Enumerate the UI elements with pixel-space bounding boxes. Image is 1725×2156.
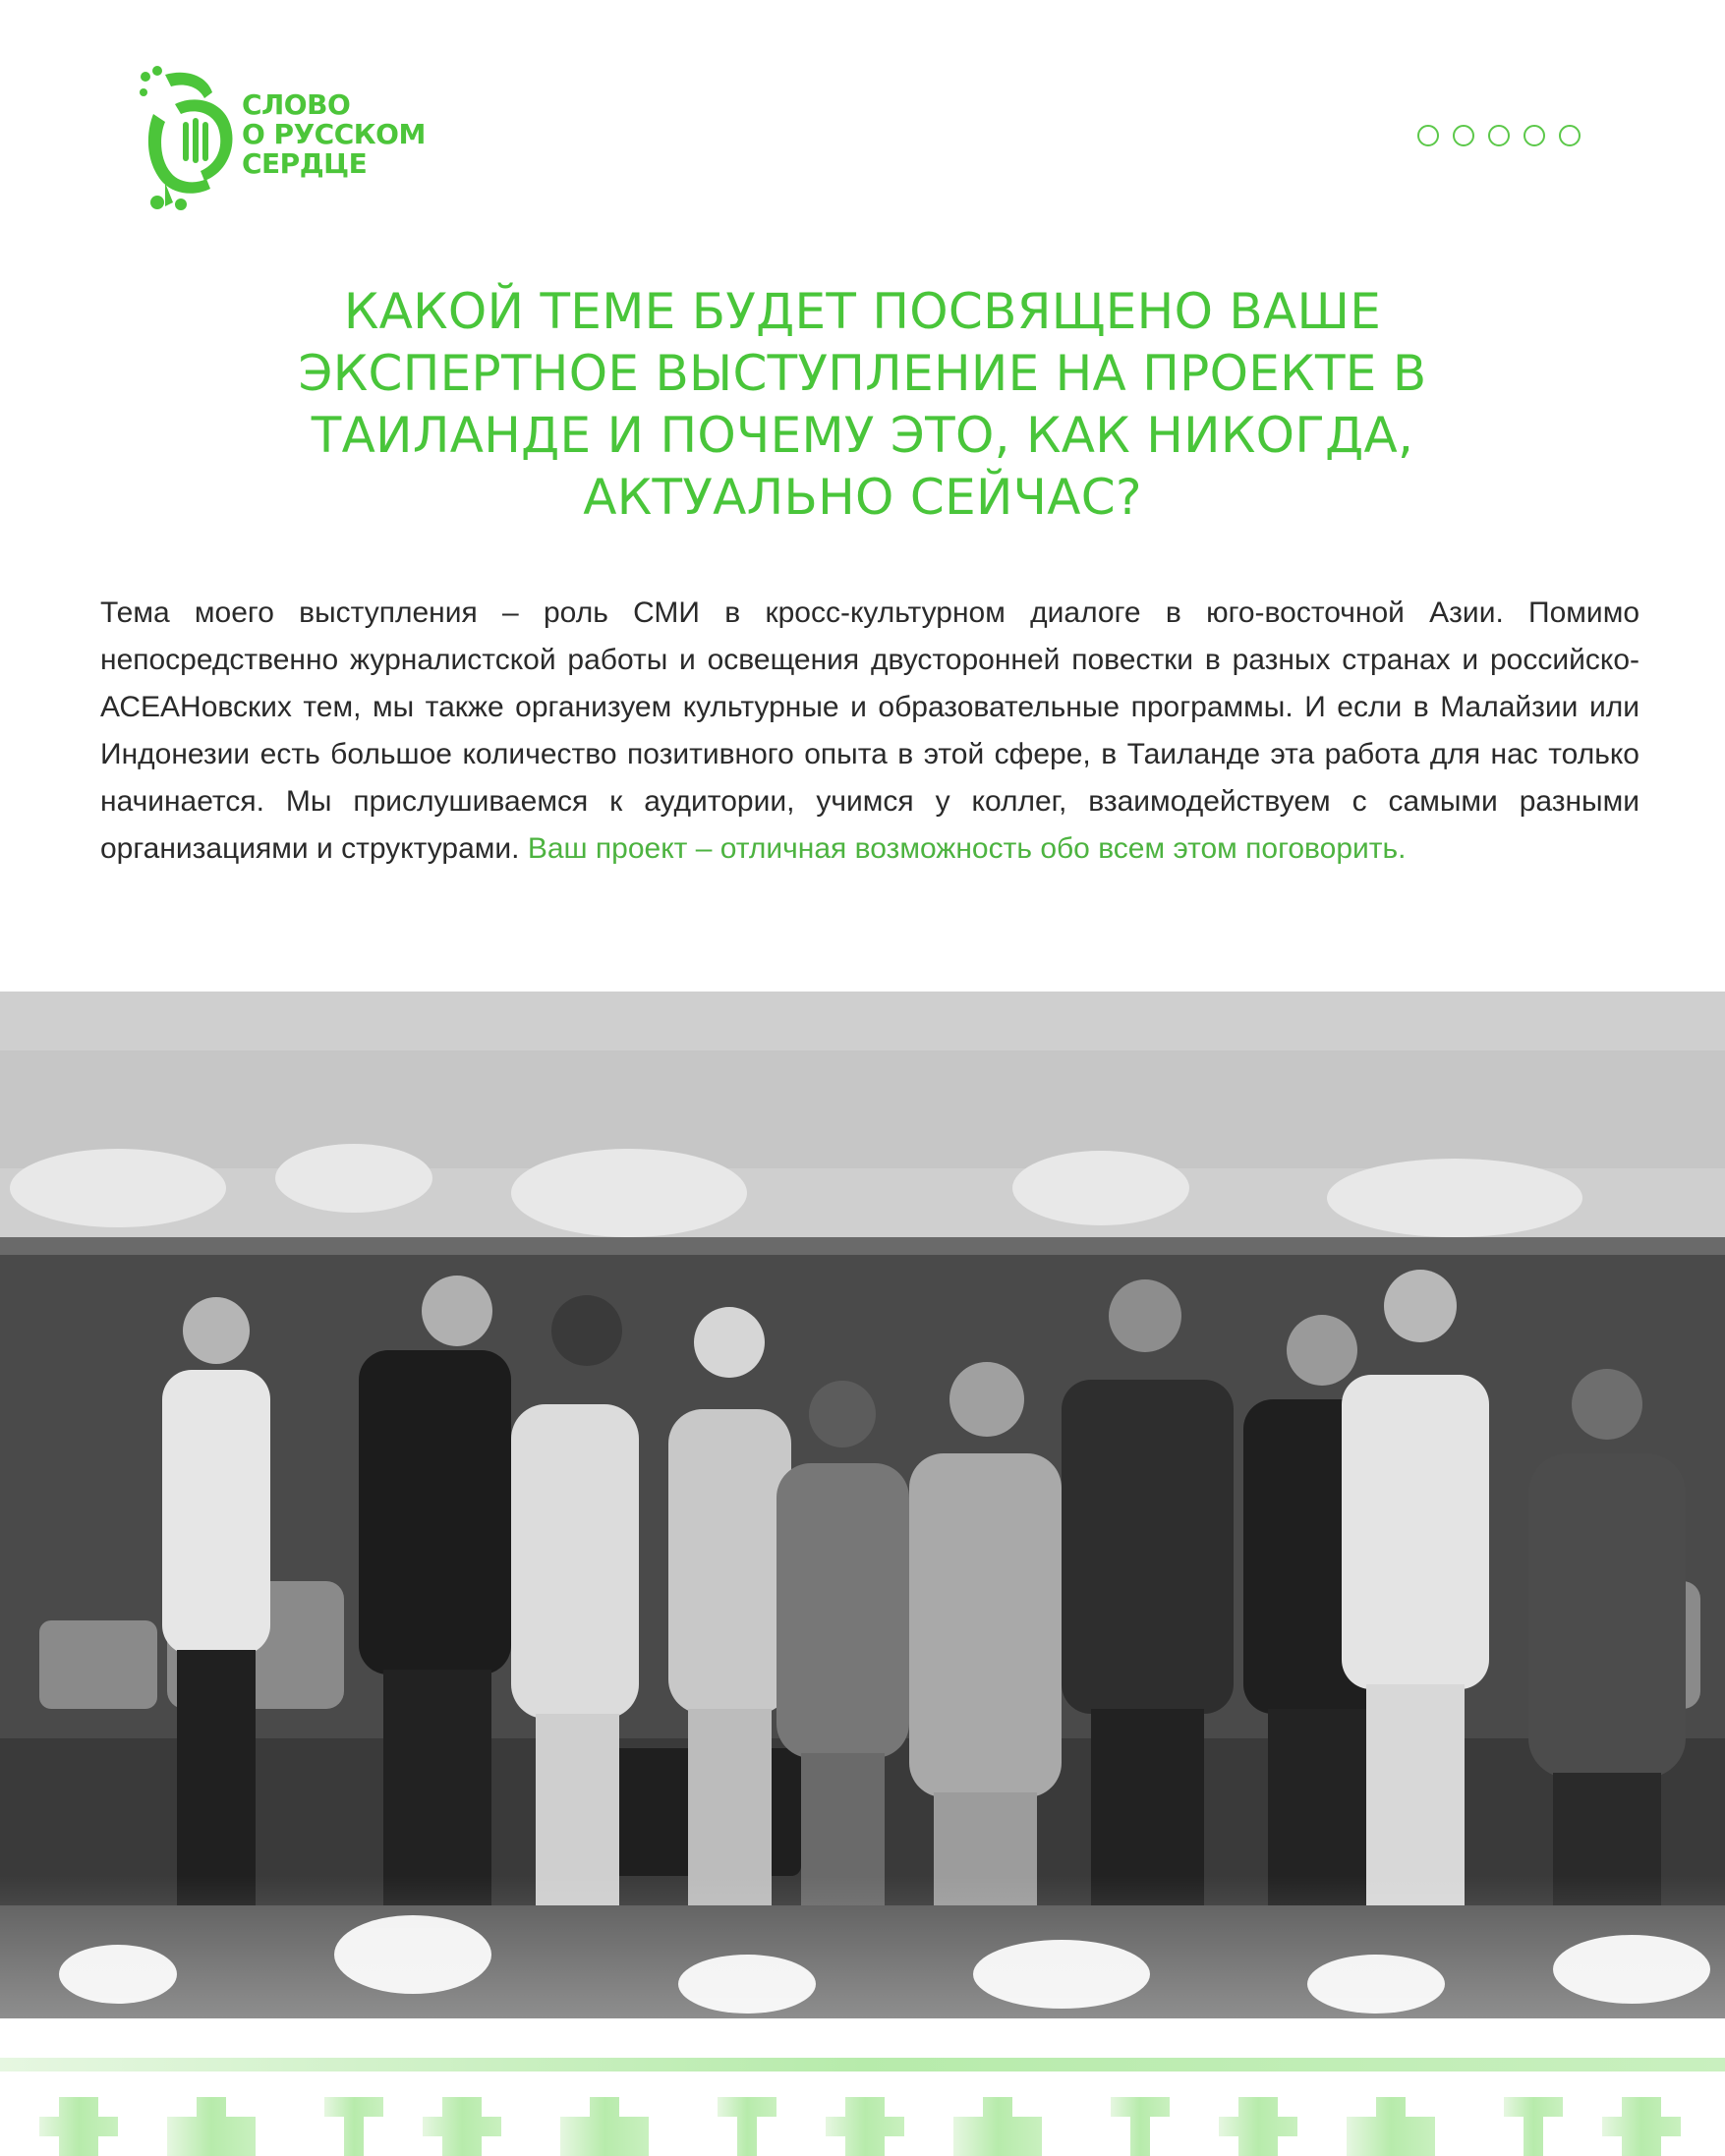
logo-line-1: СЛОВО: [242, 88, 351, 121]
logo-line-2: О РУССКОМ: [242, 118, 426, 150]
logo-wordmark: [242, 90, 426, 179]
answer-paragraph: [100, 590, 1639, 873]
answer-highlight: Ваш проект – отличная возможность обо всем этом поговорить.: [527, 832, 1407, 865]
page-dot: [1453, 125, 1474, 146]
page-indicator: [1417, 125, 1581, 150]
decorative-ornament-border: [0, 2058, 1725, 2156]
page-dot: [1559, 125, 1581, 146]
question-heading: КАКОЙ ТЕМЕ БУДЕТ ПОСВЯЩЕНО ВАШЕ ЭКСПЕРТНОЕ ВЫСТУПЛЕНИЕ НА ПРОЕКТЕ В ТАИЛАНДЕ И ПОЧЕМУ ЭТО, КАК НИКОГДА, АКТУАЛЬНО СЕЙЧАС?: [298, 282, 1427, 526]
page-dot: [1524, 125, 1545, 146]
group-photo: [0, 992, 1725, 2018]
answer-text: Тема моего выступления – роль СМИ в кросс-культурном диалоге в юго-восточной Азии. Помимо непосредственно журналистской работы и освещения двусторонней повестки в разных странах и российско-АСЕАНовских тем, мы также организуем культурные и образовательные программы. И если в Малайзии или Индонезии есть большое количество позитивного опыта в этой сфере, в Таиланде эта работа для нас только начинается. Мы прислушиваемся к аудитории, учимся у коллег, взаимодействуем с самыми разными организациями и структурами.: [100, 596, 1639, 865]
brand-logo: [136, 65, 470, 212]
page-dot: [1488, 125, 1510, 146]
peacock-logo-icon: [136, 65, 244, 212]
page-dot: [1417, 125, 1439, 146]
logo-line-3: СЕРДЦЕ: [242, 147, 368, 180]
